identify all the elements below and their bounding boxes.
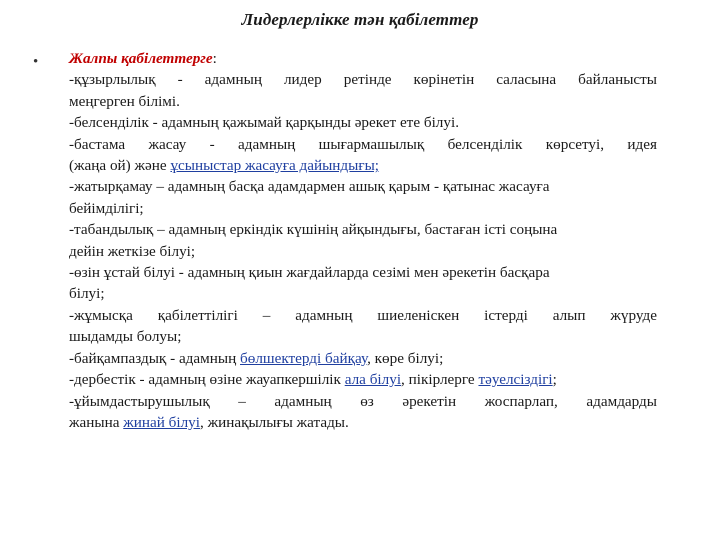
text-line xyxy=(69,369,657,390)
text-line xyxy=(69,241,657,262)
link-proposals[interactable]: ұсыныстар жасауға дайындығы; xyxy=(170,157,380,175)
line-text: -жатырқамау – адамның басқа адамдармен ашық қарым - қатынас жасауға xyxy=(69,178,550,196)
text-line xyxy=(69,391,657,412)
line-text: -бастама жасау - адамның шығармашылық белсенділік көрсетуі, идея xyxy=(69,135,657,153)
line-text: шыдамды болуы; xyxy=(69,328,182,346)
link-gather-people[interactable]: жинай білуі xyxy=(123,413,200,431)
line-text: ; xyxy=(552,371,557,389)
section-heading: Жалпы қабілеттерге xyxy=(69,50,213,67)
line-text: -жұмысқа қабілеттілігі – адамның шиеленіскен істерді алып жүруде xyxy=(69,306,657,324)
line-text: дейін жеткізе білуі; xyxy=(69,242,196,260)
line-text: -дербестік - адамның өзіне жауапкершілік xyxy=(69,371,345,389)
line-text: -ұйымдастырушылық – адамның өз әрекетін жоспарлап, адамдарды xyxy=(69,392,657,410)
slide-title: Лидерлерлікке тән қабілеттер xyxy=(241,10,479,29)
line-text: бейімділігі; xyxy=(69,199,144,217)
line-text: -өзін ұстай білуі - адамның қиын жағдайларда сезімі мен әрекетін басқара xyxy=(69,264,550,282)
text-line xyxy=(69,326,657,347)
line-text: -байқампаздық - адамның xyxy=(69,349,241,367)
line-text: -құзырлылық - адамның лидер ретінде көрінетін саласына байланысты xyxy=(69,71,657,89)
text-line xyxy=(69,134,657,155)
text-line xyxy=(69,112,657,133)
line-text: (жаңа ой) және xyxy=(69,157,171,175)
heading-colon: : xyxy=(212,50,217,67)
content-block xyxy=(69,48,657,433)
text-line xyxy=(69,176,657,197)
line-text: жанына xyxy=(69,413,124,431)
text-line xyxy=(69,155,657,176)
line-text: , пікірлерге xyxy=(401,371,479,389)
bullet-icon: • xyxy=(33,54,39,70)
line-text: -табандылық – адамның еркіндік күшінің айқындығы, бастаған істі соңына xyxy=(69,221,558,239)
text-line xyxy=(69,262,657,283)
line-text: -белсенділік - адамның қажымай қарқынды әрекет ете білуі. xyxy=(69,114,459,132)
line-text: білуі; xyxy=(69,285,105,303)
line-text: меңгерген білімі. xyxy=(69,92,180,110)
text-line xyxy=(69,219,657,240)
heading-line xyxy=(69,48,657,69)
line-text: , көре білуі; xyxy=(367,349,444,367)
text-line xyxy=(69,198,657,219)
text-line xyxy=(69,91,657,112)
link-independence[interactable]: тәуелсіздігі xyxy=(478,371,553,389)
text-line xyxy=(69,412,657,433)
text-line xyxy=(69,305,657,326)
text-line xyxy=(69,69,657,90)
text-line xyxy=(69,283,657,304)
link-notice-details[interactable]: бөлшектерді байқау xyxy=(240,349,368,367)
text-line xyxy=(69,348,657,369)
link-take-responsibility[interactable]: ала білуі xyxy=(344,371,402,389)
line-text: , жинақылығы жатады. xyxy=(200,413,349,431)
